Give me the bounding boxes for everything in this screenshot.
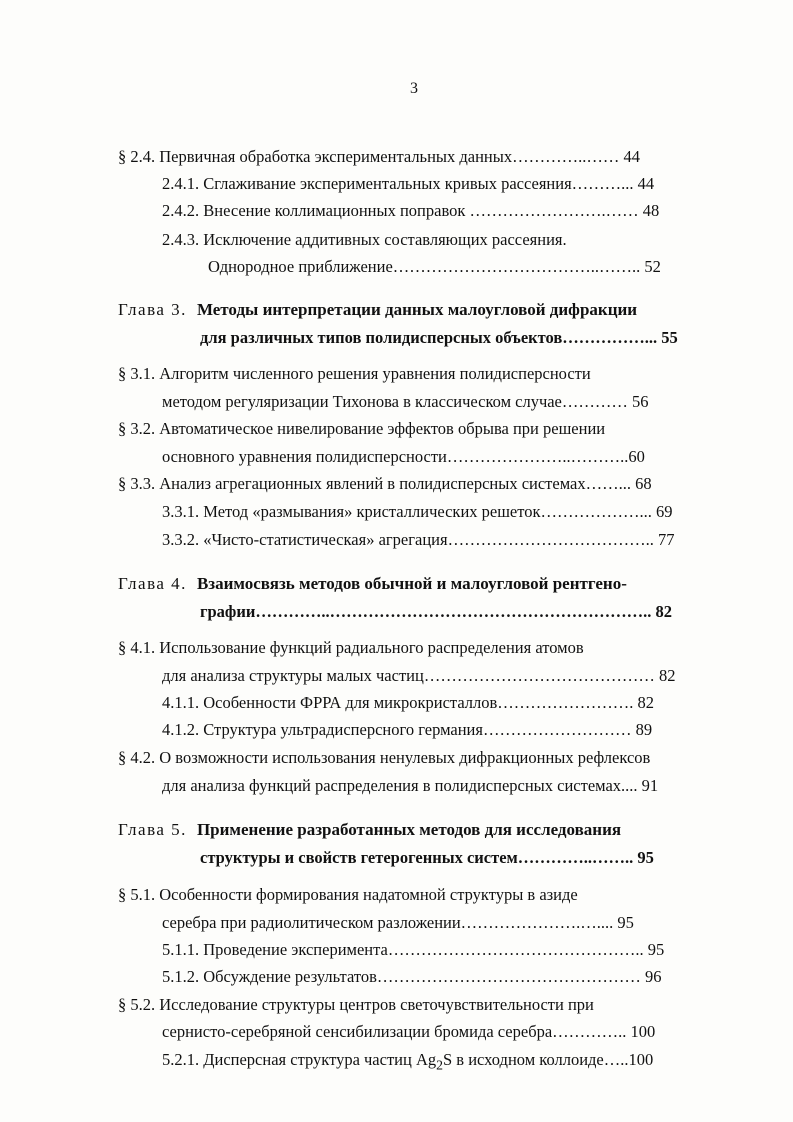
toc-line: 3.3.1. Метод «размывания» кристаллических решеток………………... 69 — [162, 502, 673, 521]
toc-line: серебра при радиолитическом разложении………………….….... 95 — [162, 913, 634, 932]
toc-line: для анализа структуры малых частиц…………………………………… 82 — [162, 666, 676, 685]
toc-line: 4.1.1. Особенности ФРРА для микрокристаллов……………………. 82 — [162, 693, 655, 712]
toc-line: § 5.1. Особенности формирования надатомной структуры в азиде — [118, 885, 578, 904]
chapter-title: Применение разработанных методов для исследования — [196, 820, 622, 839]
subscript: 2 — [436, 1057, 443, 1073]
chapter-label: Глава 5. — [118, 820, 187, 839]
toc-line: основного уравнения полидисперсности…………………..………..60 — [162, 447, 645, 466]
toc-line: Однородное приближение………………………………..…….. 52 — [208, 257, 661, 276]
toc-line: графии…………..………………………………………………….. 82 — [200, 602, 672, 621]
toc-line: методом регуляризации Тихонова в классическом случае………… 56 — [162, 392, 649, 411]
toc-line: для различных типов полидисперсных объектов……………... 55 — [200, 328, 678, 347]
chapter-label: Глава 3. — [118, 300, 187, 319]
chapter-heading — [118, 820, 621, 840]
chapter-title: Взаимосвязь методов обычной и малоугловой рентгено- — [196, 574, 627, 593]
toc-line: 2.4.1. Сглаживание экспериментальных кривых рассеяния………... 44 — [162, 174, 655, 193]
toc-line: сернисто-серебряной сенсибилизации бромида серебра………….. 100 — [162, 1022, 656, 1041]
toc-line: 2.4.3. Исключение аддитивных составляющих рассеяния. — [162, 230, 567, 249]
page-number: 3 — [410, 80, 418, 97]
toc-line: структуры и свойств гетерогенных систем…………..…….. 95 — [200, 848, 654, 867]
toc-line-part: 5.2.1. Дисперсная структура частиц Ag — [162, 1050, 437, 1069]
chapter-title: Методы интерпретации данных малоугловой дифракции — [196, 300, 638, 319]
chapter-heading — [118, 300, 637, 320]
toc-line: § 4.2. О возможности использования ненулевых дифракционных рефлексов — [118, 748, 651, 767]
toc-line: 5.1.2. Обсуждение результатов………………………………………… 96 — [162, 967, 662, 986]
toc-line: для анализа функций распределения в полидисперсных системах.... 91 — [162, 776, 659, 795]
toc-line: 5.1.1. Проведение эксперимента……………………………………….. 95 — [162, 940, 665, 959]
toc-line: § 3.1. Алгоритм численного решения уравнения полидисперсности — [118, 364, 591, 383]
chapter-label: Глава 4. — [118, 574, 187, 593]
toc-line: 2.4.2. Внесение коллимационных поправок …………………….…… 48 — [162, 201, 660, 220]
toc-line: 4.1.2. Структура ультрадисперсного германия……………………… 89 — [162, 720, 653, 739]
toc-line: § 3.2. Автоматическое нивелирование эффектов обрыва при решении — [118, 419, 606, 438]
toc-line: § 3.3. Анализ агрегационных явлений в полидисперсных системах……... 68 — [118, 474, 652, 493]
toc-line: § 4.1. Использование функций радиального распределения атомов — [118, 638, 584, 657]
toc-line: § 5.2. Исследование структуры центров светочувствительности при — [118, 995, 594, 1014]
toc-line — [162, 1050, 653, 1075]
toc-line: § 2.4. Первичная обработка экспериментальных данных…………..…… 44 — [118, 147, 640, 166]
toc-line-part: S в исходном коллоиде…..100 — [443, 1050, 654, 1069]
chapter-heading — [118, 574, 627, 594]
toc-line: 3.3.2. «Чисто-статистическая» агрегация……………………………….. 77 — [162, 530, 675, 549]
